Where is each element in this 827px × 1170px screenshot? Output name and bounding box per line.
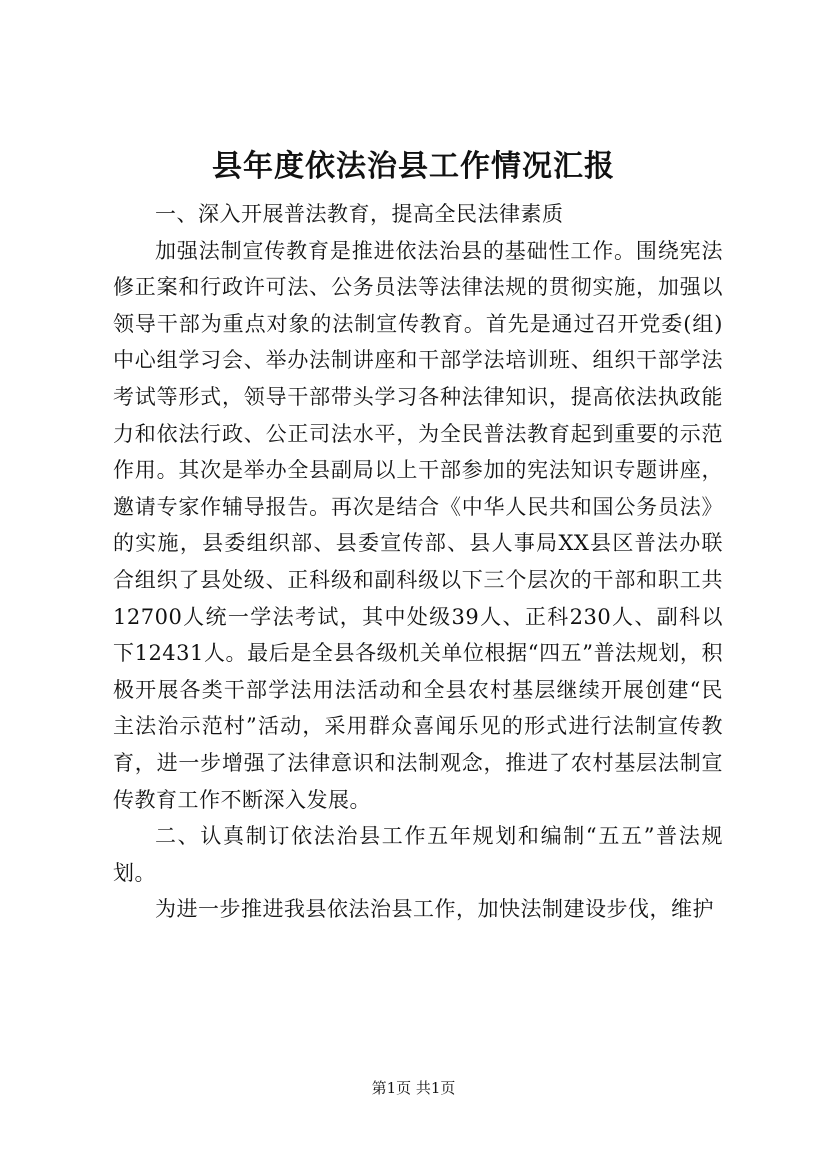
paragraph-1: 加强法制宣传教育是推进依法治县的基础性工作。围绕宪法修正案和行政许可法、公务员法等法律法规的贯彻实施，加强以领导干部为重点对象的法制宣传教育。首先是通过召开党委(组)中心组学习会、举办法制讲座和干部学法培训班、组织干部学法考试等形式，领导干部带头学习各种法律知识，提高依法执政能力和依法行政、公正司法水平，为全民普法教育起到重要的示范作用。其次是举办全县副局以上干部参加的宪法知识专题讲座，邀请专家作辅导报告。再次是结合《中华人民共和国公务员法》的实施，县委组织部、县委宣传部、县人事局XX县区普法办联合组织了县处级、正科级和副科级以下三个层次的干部和职工共12700人统一学法考试，其中处级39人、正科230人、副科以下12431人。最后是全县各级机关单位根据“四五”普法规划，积极开展各类干部学法用法活动和全县农村基层继续开展创建“民主法治示范村”活动，采用群众喜闻乐见的形式进行法制宣传教育，进一步增强了法律意识和法制观念，推进了农村基层法制宣传教育工作不断深入发展。 [113,238,723,812]
document-title: 县年度依法治县工作情况汇报 [212,149,615,184]
paragraph-2: 为进一步推进我县依法治县工作，加快法制建设步伐，维护 [155,897,714,922]
page-number-footer: 第1页 共1页 [371,1079,456,1097]
section-heading-1: 一、深入开展普法教育，提高全民法律素质 [155,202,564,226]
section-heading-2: 二、认真制订依法治县工作五年规划和编制“五五”普法规划。 [113,824,723,885]
document-body [113,196,723,928]
